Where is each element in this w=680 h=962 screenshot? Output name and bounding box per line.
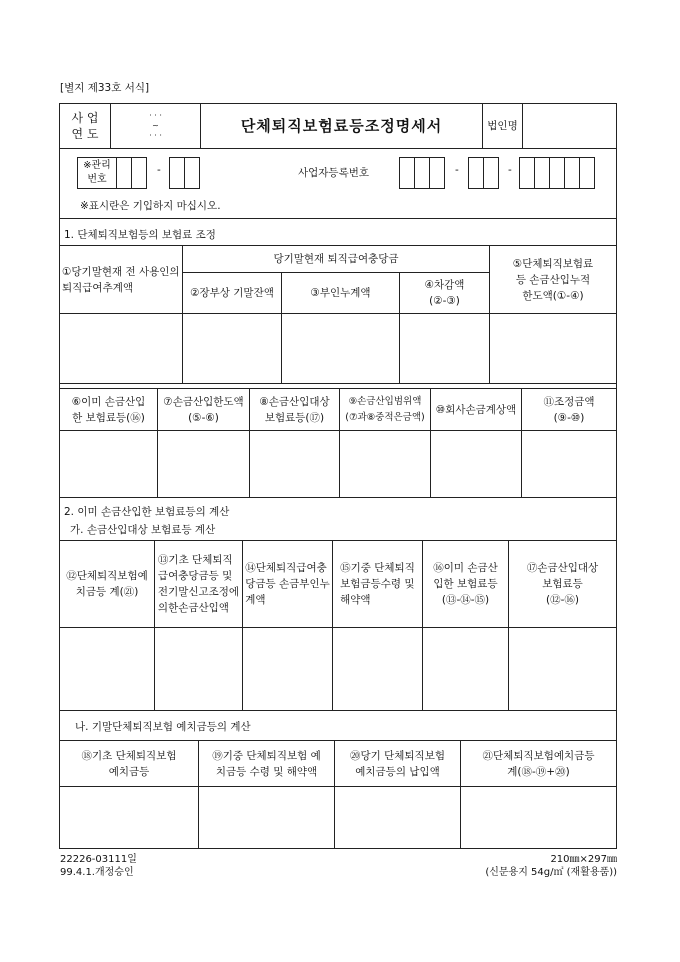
col-13-header: ⑬기초 단체퇴직 급여충당금등 및 전기말신고조정에 의한손금산입액: [154, 540, 243, 628]
col-14-header: ⑭단체퇴직급여충 당금등 손금부인누 계액: [242, 540, 333, 628]
paper-type: (신문용지 54g/㎡ (재활용품)): [485, 867, 617, 878]
col-7-value[interactable]: [157, 430, 250, 498]
col-11-header: ⑪조정금액 (⑨-⑩): [521, 388, 617, 431]
biz-reg-box[interactable]: [579, 157, 595, 189]
col-8-header: ⑧손금산입대상 보험료등(⑰): [249, 388, 340, 431]
corp-name-label: 법인명: [482, 103, 523, 149]
col-6-value[interactable]: [59, 430, 158, 498]
col-1-header: ①당기말현재 전 사용인의 퇴직급여추계액: [59, 245, 183, 314]
section-1-title: 1. 단체퇴직보험등의 보험료 조정: [64, 229, 216, 241]
col-15-header: ⑮기중 단체퇴직 보험금등수령 및 해약액: [332, 540, 423, 628]
biz-reg-box[interactable]: [534, 157, 550, 189]
biz-reg-box[interactable]: [468, 157, 484, 189]
col-5-value[interactable]: [489, 313, 617, 384]
group-header: 당기말현재 퇴직급여충당금: [182, 245, 490, 273]
biz-reg-box[interactable]: [399, 157, 415, 189]
col-16-value[interactable]: [422, 627, 509, 711]
biz-reg-box[interactable]: [414, 157, 430, 189]
col-1-value[interactable]: [59, 313, 183, 384]
col-10-header: ⑩회사손금계상액: [430, 388, 522, 431]
management-number-box[interactable]: [116, 157, 132, 189]
col-21-value[interactable]: [460, 786, 617, 849]
management-number-box[interactable]: [131, 157, 147, 189]
biz-reg-box[interactable]: [519, 157, 535, 189]
col-18-header: ⑱기초 단체퇴직보험 예치금등: [59, 740, 199, 787]
biz-reg-box[interactable]: [564, 157, 580, 189]
approval-date: 99.4.1.개정승인: [60, 867, 134, 878]
page-title: 단체퇴직보험료등조정명세서: [200, 103, 483, 149]
col-4-value[interactable]: [399, 313, 490, 384]
col-16-header: ⑯이미 손금산 입한 보험료등 (⑬-⑭-⑮): [422, 540, 509, 628]
corp-name-field[interactable]: [522, 103, 617, 149]
form-reference: [별지 제33호 서식]: [60, 82, 150, 94]
col-9-header: ⑨손금산입범위액 (⑦과⑧중적은금액): [339, 388, 431, 431]
col-13-value[interactable]: [154, 627, 243, 711]
col-17-header: ⑰손금산입대상 보험료등 (⑫-⑯): [508, 540, 617, 628]
col-11-value[interactable]: [521, 430, 617, 498]
col-17-value[interactable]: [508, 627, 617, 711]
col-2-header: ②장부상 기말잔액: [182, 272, 282, 314]
form-code: 22226-03111일: [60, 854, 137, 865]
col-19-value[interactable]: [198, 786, 335, 849]
business-year-field[interactable]: · · · ~ · · ·: [110, 103, 201, 149]
dash: -: [455, 164, 459, 176]
biz-reg-box[interactable]: [549, 157, 565, 189]
management-number-box[interactable]: [169, 157, 185, 189]
col-7-header: ⑦손금산입한도액 (⑤-⑥): [157, 388, 250, 431]
subsection-b-title: 나. 기말단체퇴직보험 예치금등의 계산: [75, 721, 251, 733]
col-12-value[interactable]: [59, 627, 155, 711]
col-12-header: ⑫단체퇴직보험예 치금등 계(㉑): [59, 540, 155, 628]
col-10-value[interactable]: [430, 430, 522, 498]
col-20-header: ⑳당기 단체퇴직보험 예치금등의 납입액: [334, 740, 461, 787]
col-2-value[interactable]: [182, 313, 282, 384]
col-9-value[interactable]: [339, 430, 431, 498]
col-8-value[interactable]: [249, 430, 340, 498]
management-number-label: ※관리 번호: [77, 157, 117, 189]
col-15-value[interactable]: [332, 627, 423, 711]
business-registration-label: 사업자등록번호: [298, 167, 370, 179]
col-6-header: ⑥이미 손금산입 한 보험료등(⑯): [59, 388, 158, 431]
instruction-note: ※표시란은 기입하지 마십시오.: [80, 200, 221, 212]
business-year-label: 사 업 연 도: [59, 103, 111, 149]
col-21-header: ㉑단체퇴직보험예치금등 계(⑱-⑲+⑳): [460, 740, 617, 787]
col-14-value[interactable]: [242, 627, 333, 711]
col-18-value[interactable]: [59, 786, 199, 849]
col-20-value[interactable]: [334, 786, 461, 849]
subsection-a-title: 가. 손금산입대상 보험료등 계산: [70, 524, 216, 536]
col-3-header: ③부인누계액: [281, 272, 400, 314]
dash: -: [508, 164, 512, 176]
col-4-header: ④차감액 (②-③): [399, 272, 490, 314]
dash: -: [157, 164, 161, 176]
col-19-header: ⑲기중 단체퇴직보험 예 치금등 수령 및 해약액: [198, 740, 335, 787]
col-3-value[interactable]: [281, 313, 400, 384]
paper-size: 210㎜×297㎜: [550, 854, 617, 865]
biz-reg-box[interactable]: [429, 157, 445, 189]
biz-reg-box[interactable]: [483, 157, 499, 189]
management-number-box[interactable]: [184, 157, 200, 189]
col-5-header: ⑤단체퇴직보험료 등 손금산입누적 한도액(①-④): [489, 245, 617, 314]
section-2-title: 2. 이미 손금산입한 보험료등의 계산: [64, 506, 230, 518]
